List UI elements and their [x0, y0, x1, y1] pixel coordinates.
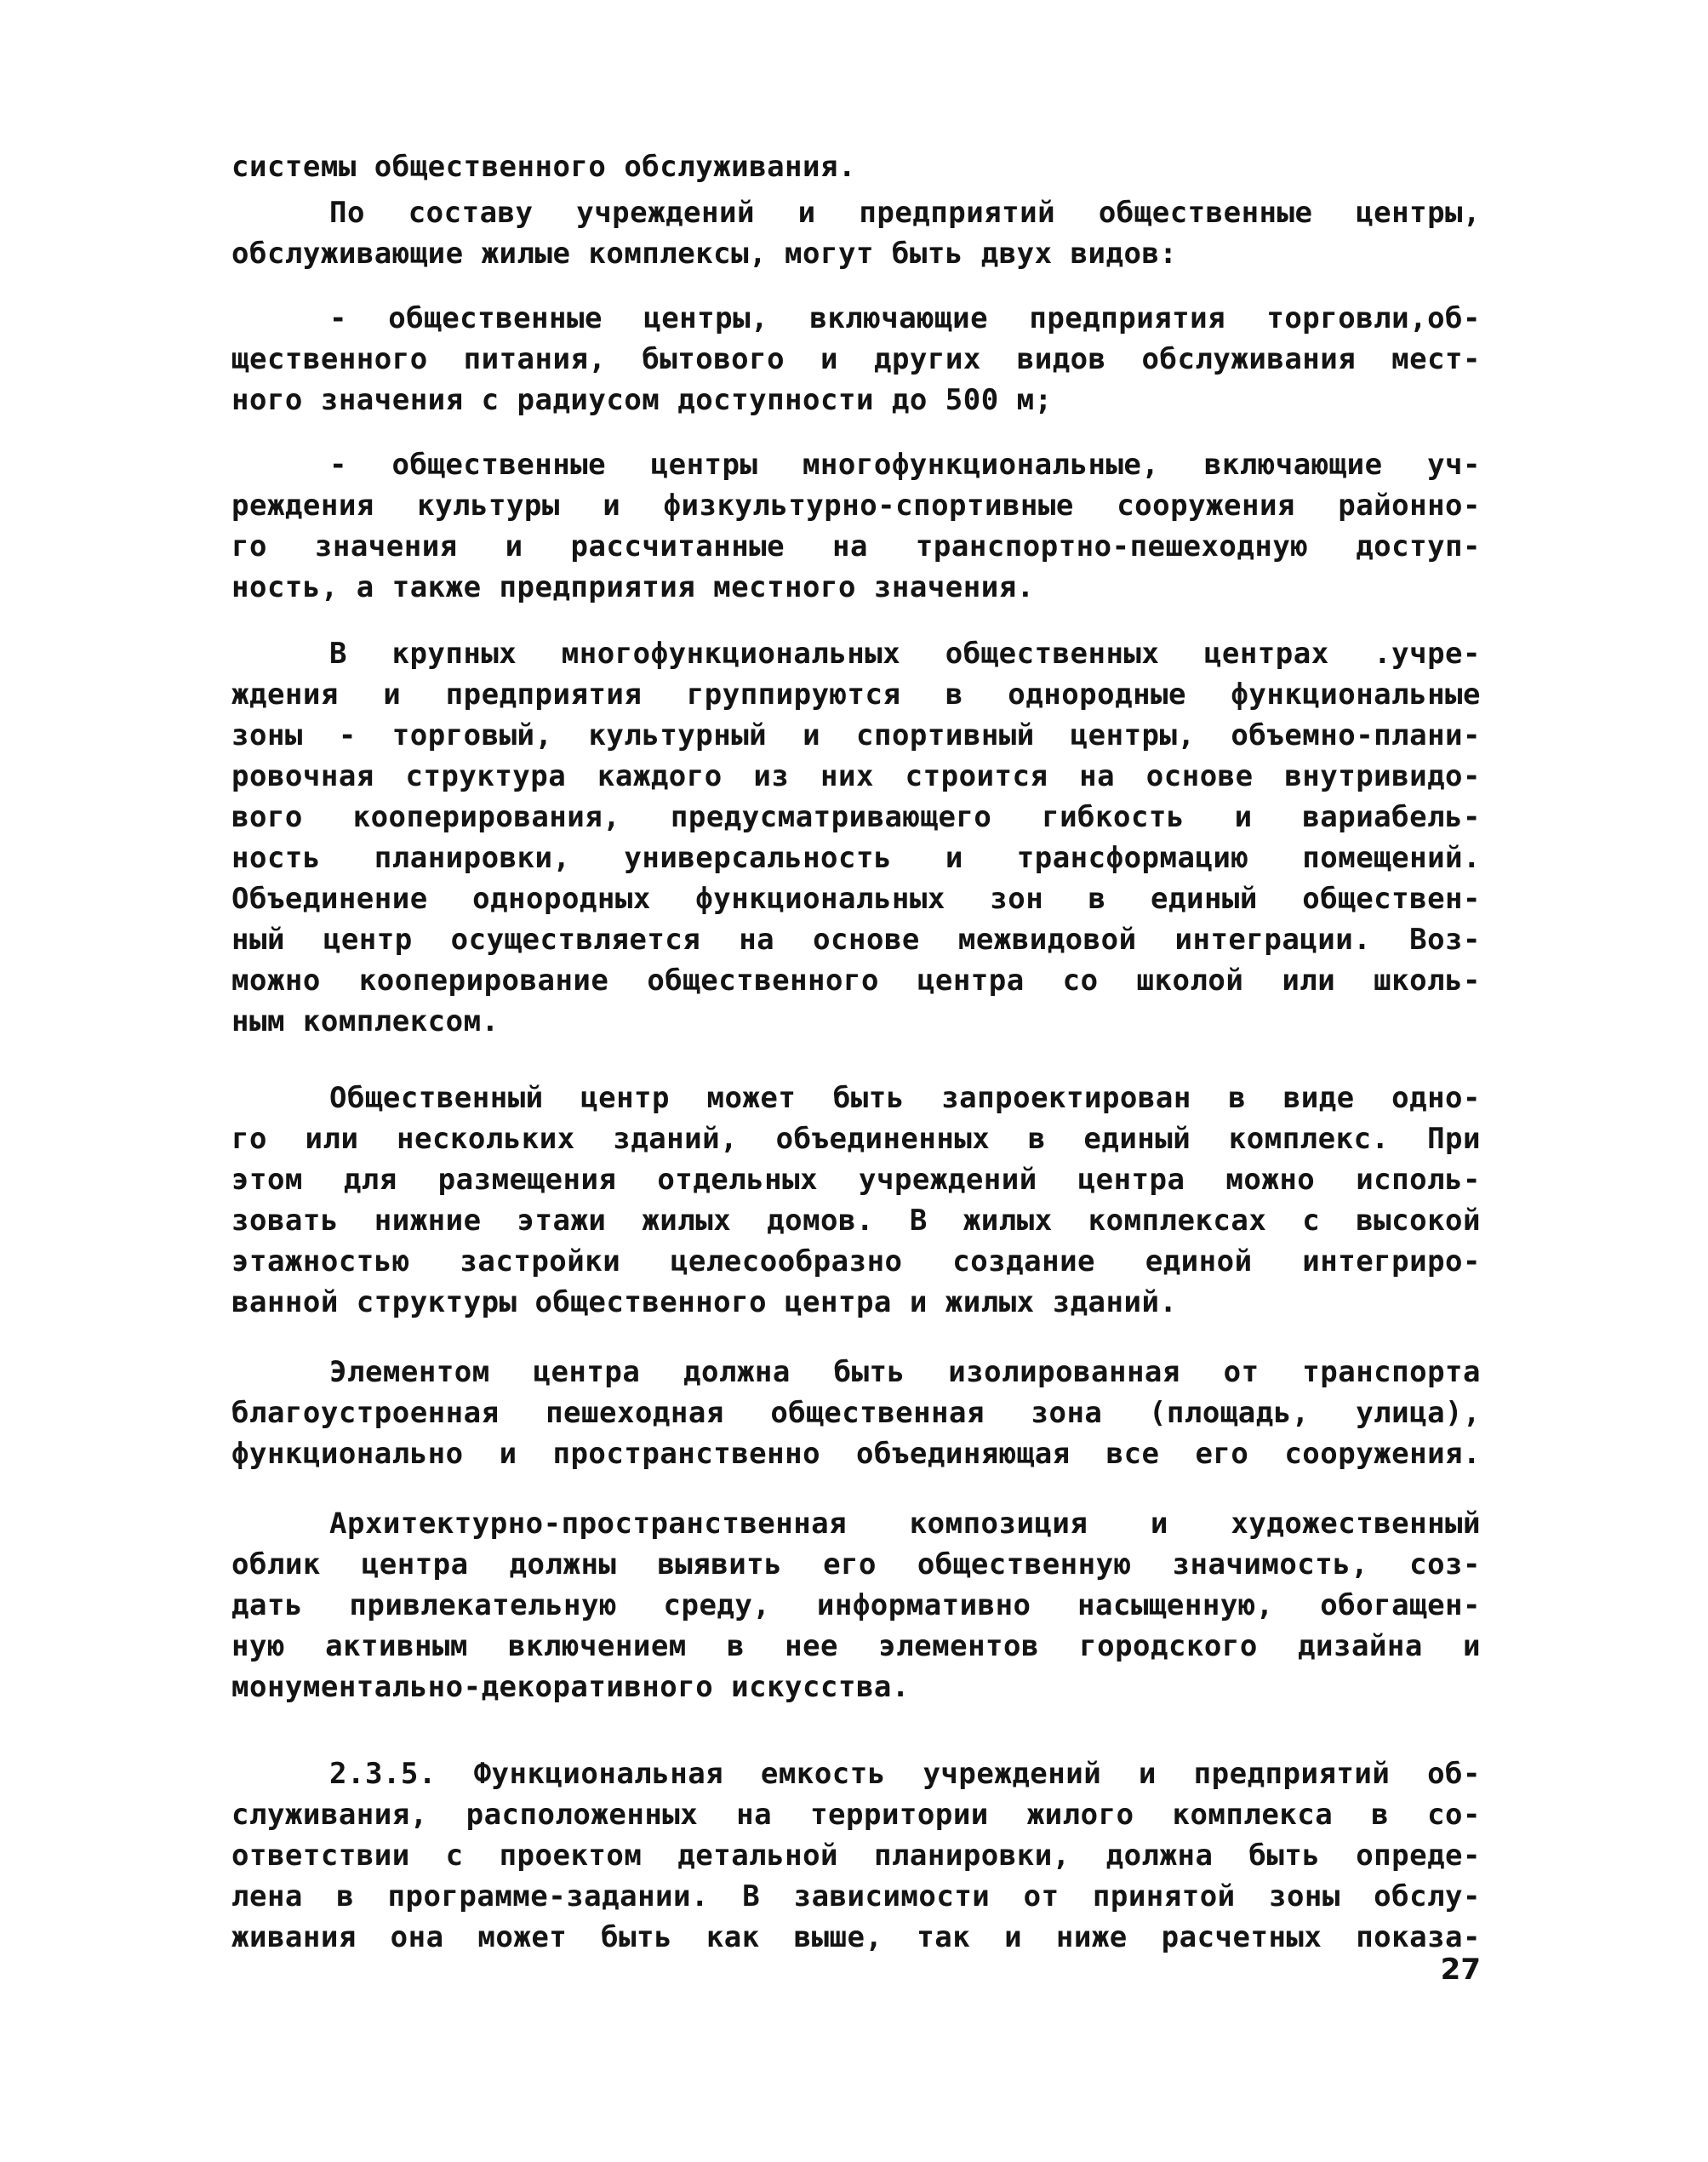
text-line: реждения культуры и физкультурно-спортивные сооружения районно- [231, 489, 1481, 523]
text-line: облик центра должны выявить его общественную значимость, соз- [231, 1547, 1481, 1581]
text-line: Объединение однородных функциональных зон в единый обществен- [231, 882, 1481, 916]
text-line: можно кооперирование общественного центра со школой или школь- [231, 964, 1481, 998]
text-line: ответствии с проектом детальной планировки, должна быть опреде- [231, 1839, 1481, 1873]
text-line: ную активным включением в нее элементов городского дизайна и [231, 1629, 1481, 1663]
text-line: го или нескольких зданий, объединенных в единый комплекс. При [231, 1122, 1481, 1156]
text-line: В крупных многофункциональных общественных центрах .учре- [329, 637, 1481, 671]
text-line: обслуживающие жилые комплексы, могут быть двух видов: [231, 237, 1178, 271]
text-line: монументально-декоративного искусства. [231, 1670, 910, 1704]
page-number: 27 [1440, 1953, 1481, 1987]
text-line: зовать нижние этажи жилых домов. В жилых комплексах с высокой [231, 1204, 1481, 1238]
text-line: вого кооперирования, предусматривающего гибкость и вариабель- [231, 800, 1481, 834]
text-line: функционально и пространственно объединяющая все его сооружения. [231, 1437, 1481, 1471]
text-line: зоны - торговый, культурный и спортивный центры, объемно-плани- [231, 718, 1481, 752]
text-line: 2.3.5. Функциональная емкость учреждений и предприятий об- [329, 1757, 1481, 1791]
text-line: благоустроенная пешеходная общественная зона (площадь, улица), [231, 1396, 1481, 1430]
text-line: го значения и рассчитанные на транспортно-пешеходную доступ- [231, 529, 1481, 563]
text-line: Архитектурно-пространственная композиция и художественный [329, 1507, 1481, 1541]
text-line: лена в программе-задании. В зависимости от принятой зоны обслу- [231, 1879, 1481, 1913]
text-line: ность, а также предприятия местного значения. [231, 570, 1035, 604]
text-line: - общественные центры многофункциональные, включающие уч- [329, 448, 1481, 482]
text-line: ного значения с радиусом доступности до 500 м; [231, 383, 1053, 417]
text-line: этажностью застройки целесообразно создание единой интегриро- [231, 1244, 1481, 1278]
text-line: ный центр осуществляется на основе межвидовой интеграции. Воз- [231, 923, 1481, 957]
text-line: ровочная структура каждого из них строится на основе внутривидо- [231, 759, 1481, 793]
text-line: ность планировки, универсальность и трансформацию помещений. [231, 841, 1481, 875]
text-line: По составу учреждений и предприятий общественные центры, [329, 196, 1481, 230]
text-line: Элементом центра должна быть изолированная от транспорта [329, 1355, 1481, 1389]
text-line: дать привлекательную среду, информативно насыщенную, обогащен- [231, 1588, 1481, 1622]
text-line: ждения и предприятия группируются в однородные функциональные [231, 678, 1481, 712]
text-line: ным комплексом. [231, 1004, 500, 1038]
text-line: ванной структуры общественного центра и жилых зданий. [231, 1285, 1178, 1319]
text-line: живания она может быть как выше, так и ниже расчетных показа- [231, 1920, 1481, 1954]
text-line: системы общественного обслуживания. [231, 150, 856, 184]
text-line: щественного питания, бытового и других видов обслуживания мест- [231, 342, 1481, 376]
text-line: этом для размещения отдельных учреждений центра можно исполь- [231, 1163, 1481, 1197]
text-line: - общественные центры, включающие предприятия торговли,об- [329, 301, 1481, 335]
text-line: Общественный центр может быть запроектирован в виде одно- [329, 1081, 1481, 1115]
text-line: служивания, расположенных на территории жилого комплекса в со- [231, 1798, 1481, 1832]
